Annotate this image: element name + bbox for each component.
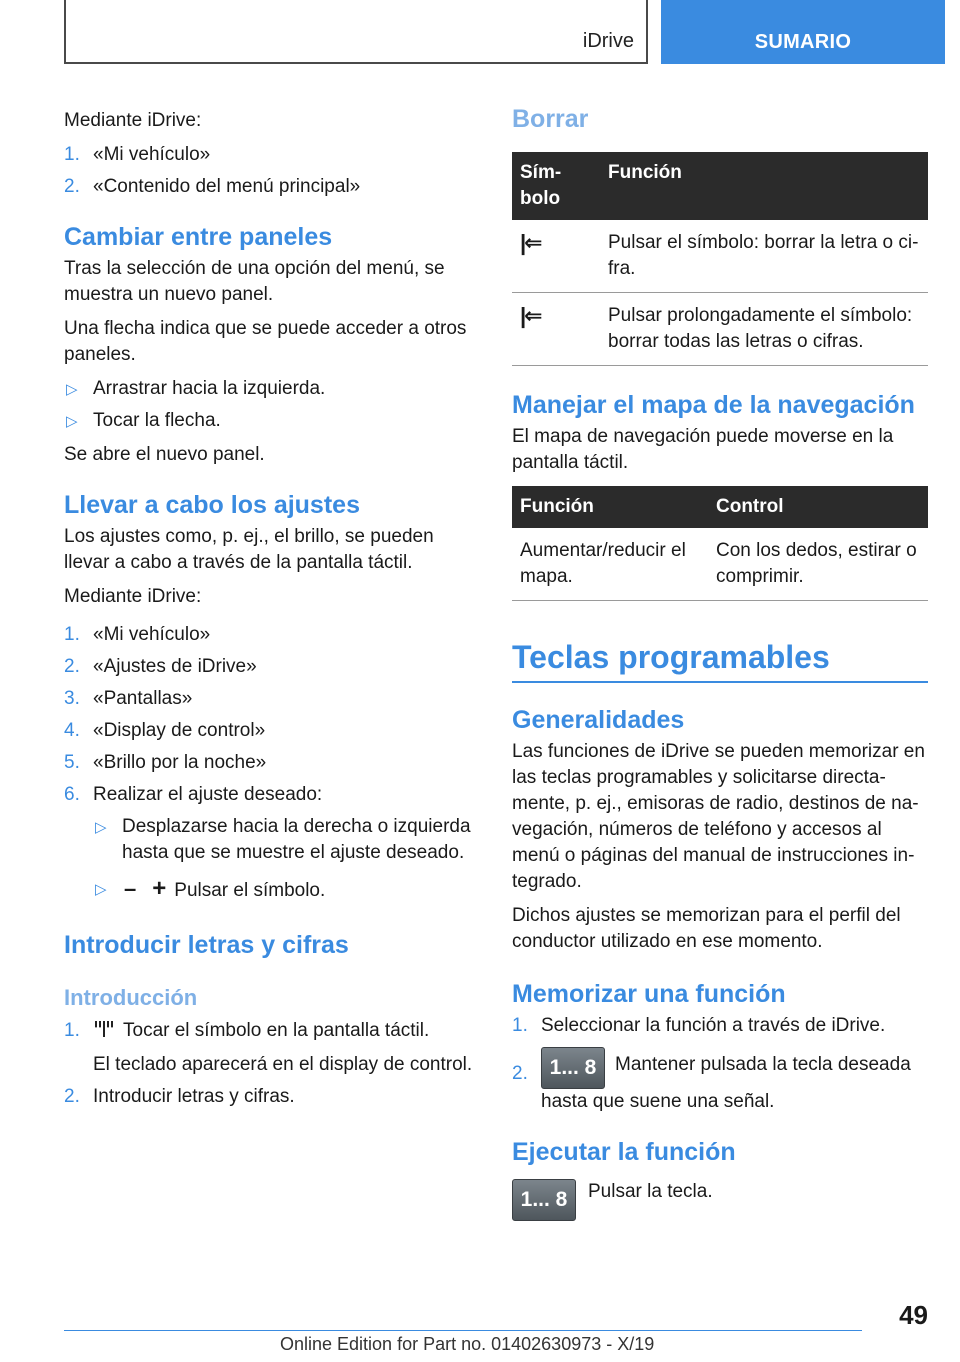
table-row: [512, 528, 928, 601]
general-p2: Dichos ajustes se memorizan para el perfil del conductor utilizado en ese momento.: [512, 905, 901, 952]
softkey-1-8-icon: 1... 8: [541, 1047, 605, 1089]
section-title: iDrive: [582, 30, 634, 52]
map-p1: El mapa de navegación puede moverse en la pantalla táctil.: [512, 426, 894, 473]
panels-bullets: [64, 376, 482, 434]
delete-heading: Borrar: [512, 105, 589, 133]
footer-divider: [64, 1330, 862, 1331]
list-item: 3. «Pantallas»: [64, 688, 193, 709]
list-item: ▷ Tocar la flecha.: [64, 408, 482, 434]
list-item: ▷ – + Pulsar el símbolo.: [95, 875, 326, 902]
general-heading: Generalidades: [512, 706, 685, 734]
letters-subheading: Introducción: [64, 985, 198, 1010]
list-item: 1. «Mi vehículo»: [64, 144, 211, 165]
panels-p1: Tras la selección de una opción del menú, se muestra un nuevo panel.: [64, 258, 445, 305]
right-column: [512, 96, 928, 1221]
letters-heading: Introducir letras y cifras: [64, 931, 349, 959]
memorize-steps: [512, 1013, 928, 1115]
memorize-heading: Memorizar una función: [512, 980, 786, 1008]
list-item: ▷ Desplazarse hacia la derecha o izquierda hasta que se muestre el ajuste deseado.: [95, 816, 471, 863]
keyboard-icon: [95, 1021, 113, 1037]
softkeys-title: Teclas programables: [512, 637, 928, 683]
table-row: [512, 293, 928, 366]
table-cell: Pulsar prolongadamente el símbolo: borrar todas las letras o cifras.: [600, 293, 928, 366]
settings-p1: Los ajustes como, p. ej., el brillo, se pueden llevar a cabo a través de la pantalla táctil.: [64, 526, 434, 573]
list-item: 2. 1... 8 Mantener pulsada la tecla deseada hasta que suene una señal.: [512, 1047, 928, 1115]
header-frame: [64, 0, 648, 64]
settings-steps: [64, 622, 482, 904]
summary-tab[interactable]: [661, 0, 945, 64]
letters-step1-note: El teclado aparecerá en el display de control.: [93, 1054, 473, 1075]
delete-table: [512, 152, 928, 366]
map-table-header-function: Función: [512, 486, 708, 528]
map-heading: Manejar el mapa de la navegación: [512, 391, 915, 419]
softkey-1-8-icon: 1... 8: [512, 1179, 576, 1221]
letters-steps: [64, 1018, 482, 1110]
triangle-bullet-icon: ▷: [66, 381, 78, 398]
panels-heading: Cambiar entre paneles: [64, 223, 333, 251]
execute-heading: Ejecutar la función: [512, 1138, 736, 1166]
plus-icon: +: [152, 875, 167, 902]
map-table-header-control: Control: [708, 486, 928, 528]
edition-text: Online Edition for Part no. 01402630973 - X/19: [280, 1334, 655, 1354]
settings-sub-bullets: [93, 814, 482, 904]
list-item: 1. Tocar el símbolo en la pantalla táctil. El teclado aparecerá en el display de control.: [64, 1018, 482, 1078]
delete-table-header-function: Función: [600, 152, 928, 220]
table-cell: Pulsar el símbolo: borrar la letra o ci- fra.: [600, 220, 928, 293]
list-item: 6. Realizar el ajuste deseado: ▷ Desplazarse hacia la derecha o izquierda hasta que se muestre el ajuste deseado. ▷ – + Pulsar el símbolo.: [64, 782, 482, 904]
table-cell: Con los dedos, estirar o comprimir.: [708, 528, 928, 601]
settings-heading: Llevar a cabo los ajustes: [64, 491, 360, 519]
triangle-bullet-icon: ▷: [66, 413, 78, 430]
list-item: ▷ Arrastrar hacia la izquierda.: [64, 376, 482, 402]
triangle-bullet-icon: ▷: [95, 881, 107, 898]
backspace-icon: |⇐: [520, 303, 541, 328]
settings-p2: Mediante iDrive:: [64, 586, 202, 607]
left-column: [64, 96, 482, 1110]
list-item: 2. «Contenido del menú principal»: [64, 176, 361, 197]
panels-p3: Se abre el nuevo panel.: [64, 444, 265, 465]
execute-row: [512, 1179, 928, 1221]
list-item: 5. «Brillo por la noche»: [64, 752, 267, 773]
list-item: 4. «Display de control»: [64, 720, 266, 741]
delete-table-header-symbol: Sím- bolo: [512, 152, 600, 220]
execute-text: Pulsar la tecla.: [588, 1181, 713, 1202]
minus-icon: –: [124, 876, 137, 901]
table-cell: Aumentar/reducir el mapa.: [512, 528, 708, 601]
panels-p2: Una flecha indica que se puede acceder a otros paneles.: [64, 318, 467, 365]
list-item: 2. «Ajustes de iDrive»: [64, 656, 257, 677]
general-p1: Las funciones de iDrive se pueden memorizar en las teclas programables y solicitarse directa- mente, p. ej., emisoras de radio, destinos de na- vegación, números de teléfono y accesos al menú o páginas del manual de instrucciones in- tegrado.: [512, 741, 925, 892]
summary-tab-label: SUMARIO: [754, 30, 852, 53]
list-item: 2. Introducir letras y cifras.: [64, 1086, 295, 1107]
map-table: [512, 486, 928, 601]
table-row: [512, 220, 928, 293]
page-number: 49: [899, 1300, 928, 1330]
backspace-icon: |⇐: [520, 230, 541, 255]
list-item: 1. Seleccionar la función a través de iDrive.: [512, 1015, 886, 1036]
triangle-bullet-icon: ▷: [95, 819, 107, 836]
intro-text: Mediante iDrive:: [64, 110, 202, 131]
intro-steps: [64, 142, 482, 200]
list-item: 1. «Mi vehículo»: [64, 624, 211, 645]
